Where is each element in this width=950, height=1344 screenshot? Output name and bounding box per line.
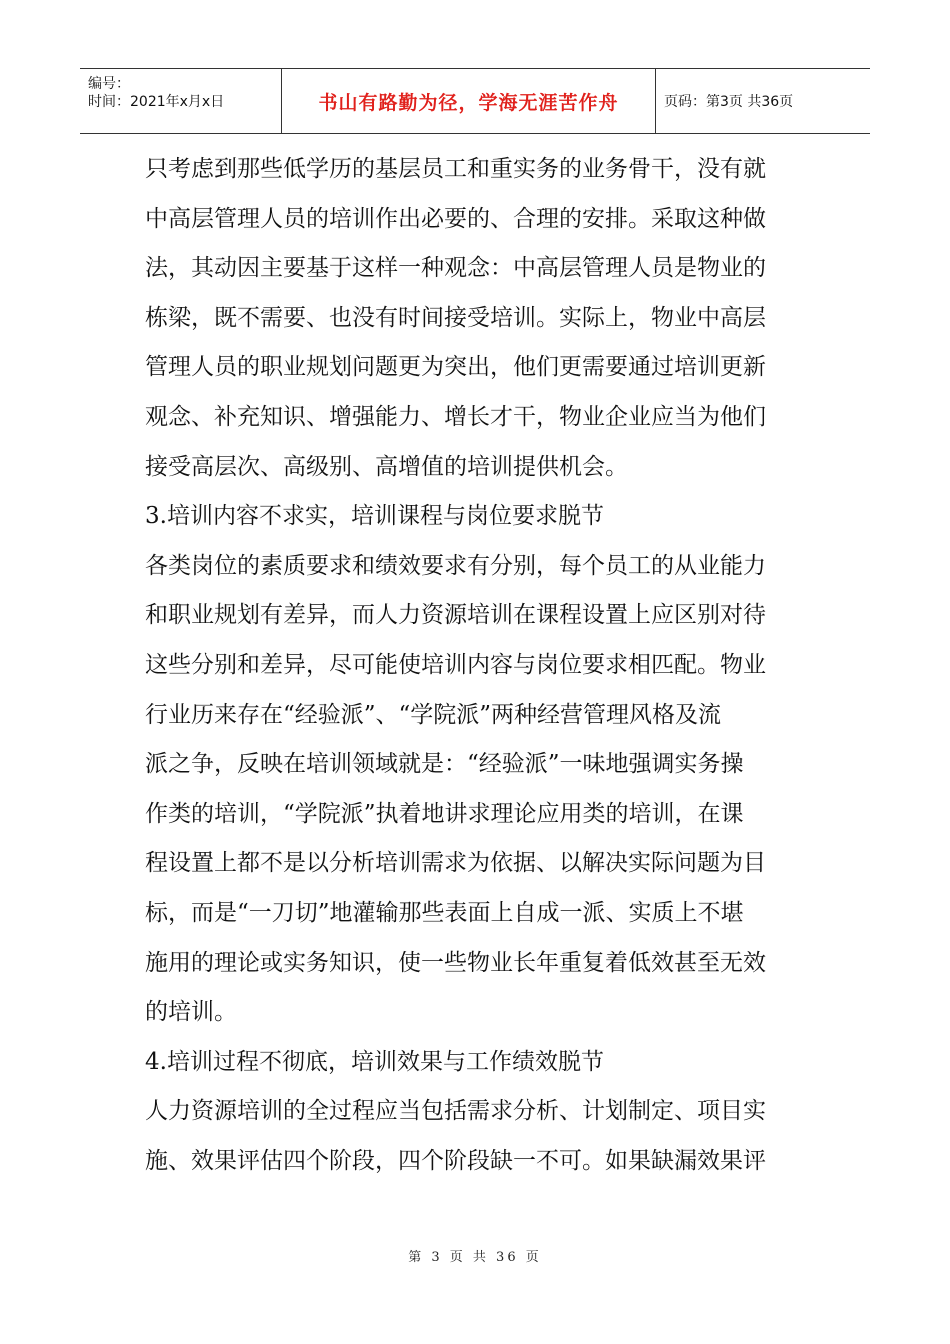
text-line: 派之争，反映在培训领域就是：“经验派”一味地强调实务操 <box>145 751 744 778</box>
header-motto: 书山有路勤为径，学海无涯苦作舟 <box>282 69 656 133</box>
text-line: 作类的培训，“学院派”执着地讲求理论应用类的培训，在课 <box>145 800 744 827</box>
document-number: 编号： <box>88 76 130 92</box>
text-line: 栋梁，既不需要、也没有时间接受培训。实际上，物业中高层 <box>145 304 766 331</box>
document-body <box>145 145 795 1186</box>
text-line: 中高层管理人员的培训作出必要的、合理的安排。采取这种做 <box>145 205 766 232</box>
text-line: 施、效果评估四个阶段，四个阶段缺一不可。如果缺漏效果评 <box>145 1147 766 1174</box>
text-line: 接受高层次、高级别、高增值的培训提供机会。 <box>145 453 628 480</box>
text-line: 管理人员的职业规划问题更为突出，他们更需要通过培训更新 <box>145 354 766 381</box>
text-line: 和职业规划有差异，而人力资源培训在课程设置上应区别对待 <box>145 602 766 629</box>
text-line: 施用的理论或实务知识，使一些物业长年重复着低效甚至无效 <box>145 949 766 976</box>
text-line: 观念、补充知识、增强能力、增长才干，物业企业应当为他们 <box>145 403 766 430</box>
header-meta <box>80 69 282 133</box>
section-heading: 4.培训过程不彻底，培训效果与工作绩效脱节 <box>145 1048 604 1075</box>
page-header <box>80 68 870 134</box>
page-footer: 第 3 页 共 36 页 <box>408 1250 542 1265</box>
text-line: 这些分别和差异，尽可能使培训内容与岗位要求相匹配。物业 <box>145 651 766 678</box>
text-line: 行业历来存在“经验派”、“学院派”两种经营管理风格及流 <box>145 701 722 728</box>
text-line: 标，而是“一刀切”地灌输那些表面上自成一派、实质上不堪 <box>145 899 744 926</box>
text-line: 只考虑到那些低学历的基层员工和重实务的业务骨干，没有就 <box>145 156 766 182</box>
document-date: 时间：2021年x月x日 <box>88 94 225 110</box>
text-line: 各类岗位的素质要求和绩效要求有分别，每个员工的从业能力 <box>145 552 766 579</box>
text-line: 法，其动因主要基于这样一种观念：中高层管理人员是物业的 <box>145 255 766 282</box>
header-page-number: 页码：第3页 共36页 <box>664 94 794 110</box>
text-line: 的培训。 <box>145 999 237 1026</box>
text-line: 程设置上都不是以分析培训需求为依据、以解决实际问题为目 <box>145 850 766 877</box>
section-heading: 3.培训内容不求实，培训课程与岗位要求脱节 <box>145 503 604 530</box>
text-line: 人力资源培训的全过程应当包括需求分析、计划制定、项目实 <box>145 1098 766 1125</box>
